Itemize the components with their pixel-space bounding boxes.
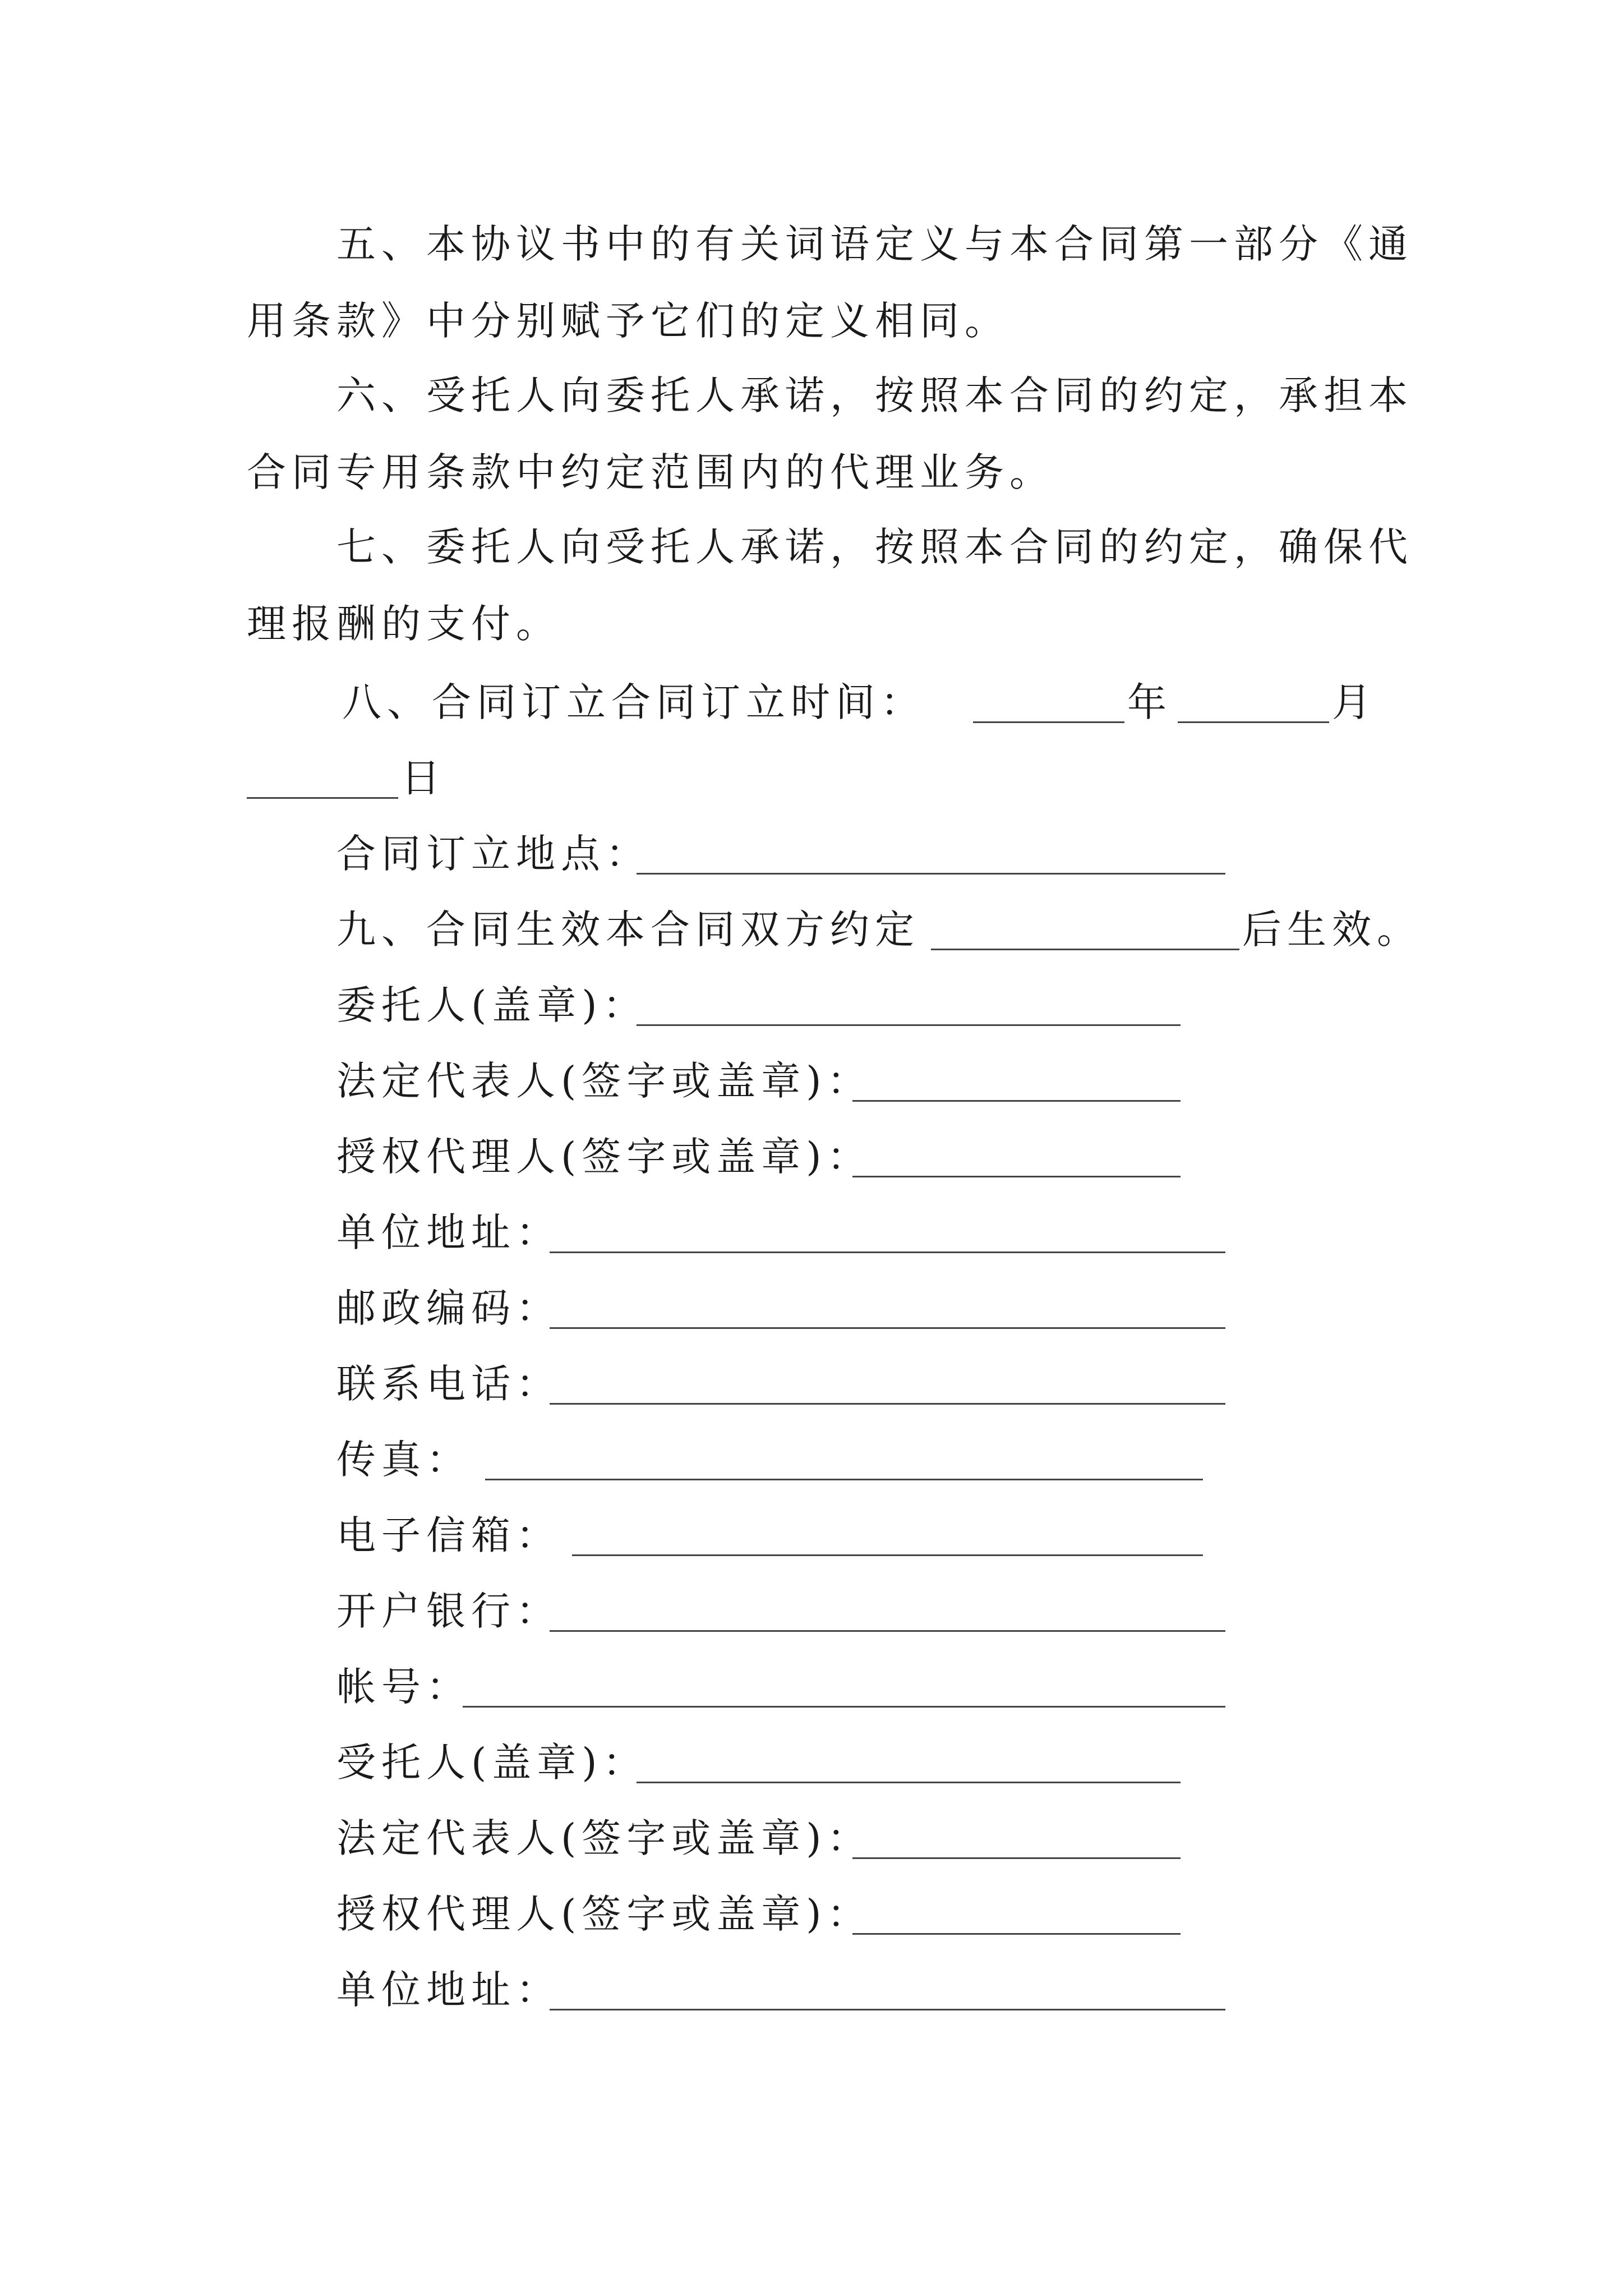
clause-8-date-label: 八、合同订立合同订立时间： [342, 679, 925, 725]
principal-email-blank[interactable] [572, 1554, 1203, 1556]
day-label: 日 [401, 755, 446, 801]
principal-legal-rep-blank[interactable] [852, 1100, 1181, 1102]
day-blank[interactable] [247, 797, 398, 799]
clause-6-line-2: 合同专用条款中约定范围内的代理业务。 [247, 449, 1054, 495]
principal-account-label: 帐号： [336, 1664, 471, 1710]
clause-7-line-2: 理报酬的支付。 [247, 601, 561, 647]
clause-5-line-2: 用条款》中分别赋予它们的定义相同。 [247, 298, 1009, 344]
principal-address-label: 单位地址： [336, 1209, 561, 1255]
trustee-address-blank[interactable] [550, 2009, 1225, 2010]
trustee-address-label: 单位地址： [336, 1967, 561, 2013]
principal-seal-blank[interactable] [637, 1024, 1181, 1026]
principal-postcode-blank[interactable] [550, 1327, 1225, 1329]
principal-fax-blank[interactable] [485, 1479, 1203, 1480]
principal-legal-rep-label: 法定代表人(签字或盖章)： [336, 1058, 872, 1104]
trustee-seal-label: 受托人(盖章)： [336, 1740, 648, 1786]
year-label: 年 [1127, 679, 1172, 725]
year-blank[interactable] [973, 721, 1124, 723]
principal-agent-blank[interactable] [852, 1176, 1181, 1177]
principal-agent-label: 授权代理人(签字或盖章)： [336, 1134, 872, 1180]
principal-bank-blank[interactable] [550, 1630, 1225, 1632]
clause-7-line-1: 七、委托人向受托人承诺，按照本合同的约定，确保代 [336, 524, 1413, 570]
month-label: 月 [1332, 679, 1377, 725]
principal-email-label: 电子信箱： [336, 1512, 561, 1558]
clause-9-label: 九、合同生效本合同双方约定 [336, 907, 920, 953]
principal-fax-label: 传真： [336, 1437, 471, 1483]
principal-seal-label: 委托人(盖章)： [336, 982, 648, 1028]
clause-5-line-1: 五、本协议书中的有关词语定义与本合同第一部分《通 [336, 221, 1413, 267]
clause-6-line-1: 六、受托人向委托人承诺，按照本合同的约定，承担本 [336, 372, 1413, 418]
trustee-agent-blank[interactable] [852, 1933, 1181, 1935]
principal-postcode-label: 邮政编码： [336, 1285, 561, 1331]
principal-phone-blank[interactable] [550, 1403, 1225, 1405]
trustee-seal-blank[interactable] [637, 1782, 1181, 1783]
principal-bank-label: 开户银行： [336, 1588, 561, 1634]
principal-account-blank[interactable] [463, 1706, 1225, 1708]
effective-condition-blank[interactable] [931, 949, 1239, 950]
trustee-agent-label: 授权代理人(签字或盖章)： [336, 1891, 872, 1937]
trustee-legal-rep-label: 法定代表人(签字或盖章)： [336, 1815, 872, 1861]
signing-place-label: 合同订立地点： [336, 831, 651, 877]
trustee-legal-rep-blank[interactable] [852, 1857, 1181, 1859]
principal-phone-label: 联系电话： [336, 1361, 561, 1407]
signing-place-blank[interactable] [637, 873, 1225, 875]
clause-9-suffix: 后生效。 [1242, 907, 1422, 953]
month-blank[interactable] [1178, 721, 1329, 723]
principal-address-blank[interactable] [550, 1251, 1225, 1253]
